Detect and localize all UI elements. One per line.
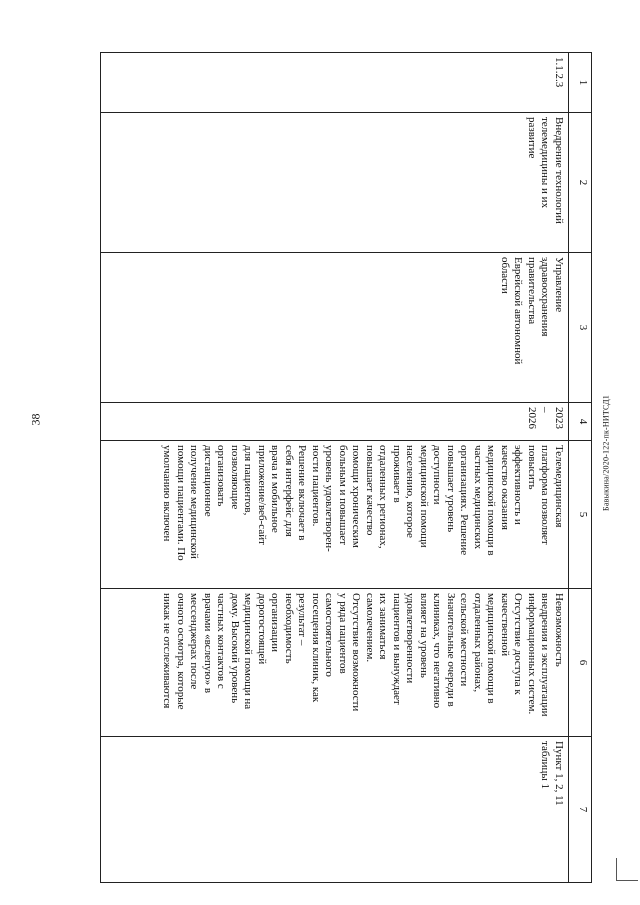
expected-result-cell: Телемедицинская платформа позволяет повысить эффективность и качество оказания медицинской помощи в частных медицинских организациях. Решение повышает уровень доступности медицинской помощи населению, которое проживает в отдаленных регионах, повышает качество помощи хроническим больным и повышает уровень удовлетворен- ности пациентов. Решение включает в себя интерфейс для врача и мобильное приложение/веб-сайт для пациентов, позволяющие организовать дистанционное получение медицинской помощи пациентами. По умолчанию включен xyxy=(101,441,569,589)
responsible-executor-cell: Управление здравоохранения правительства Еврейской автономной области xyxy=(101,253,569,403)
measure-name-cell: Внедрение технологий телемедицины и их развитие xyxy=(101,113,569,253)
program-measures-table xyxy=(100,52,592,883)
header-col-6: 6 xyxy=(569,589,592,737)
corner-mark-horizontal xyxy=(616,880,638,881)
rotated-table-container xyxy=(100,52,592,882)
header-col-5: 5 xyxy=(569,441,592,589)
header-col-1: 1 xyxy=(569,53,592,113)
header-col-3: 3 xyxy=(569,253,592,403)
row-number-cell: 1.1.2.3 xyxy=(101,53,569,113)
table-row xyxy=(101,53,569,883)
header-col-4: 4 xyxy=(569,403,592,441)
footer-code-text: Бавыкина/2020-122-пк-НИТСД1 xyxy=(601,394,611,511)
header-col-7: 7 xyxy=(569,737,592,883)
table-header-row xyxy=(569,53,592,883)
period-cell: 2023 – 2026 xyxy=(101,403,569,441)
document-footer-code xyxy=(596,0,616,905)
header-col-2: 2 xyxy=(569,113,592,253)
consequences-cell: Невозможность внедрения и эксплуатации информационных систем. Отсутствие доступа к качественной медицинской помощи в отдаленных районах, сельской местности Значительные очереди в клиниках, что негативно влияет на уровень удовлетворенности пациентов и вынуждает их заниматься самолечением. Отсутствие возможности у ряда пациентов самостоятельного посещения клиник, как результат – необходимость организации дорогостоящей медицинской помощи на дому. Высокий уровень частных контактов с врачами «вслепую» в мессенджерах после очного осмотра, которые никак не отслеживаются xyxy=(101,589,569,737)
indicator-link-cell: Пункт 1, 2, 11 таблицы 1 xyxy=(101,737,569,883)
corner-mark-vertical xyxy=(616,858,617,880)
page-number: 38 xyxy=(28,413,43,426)
